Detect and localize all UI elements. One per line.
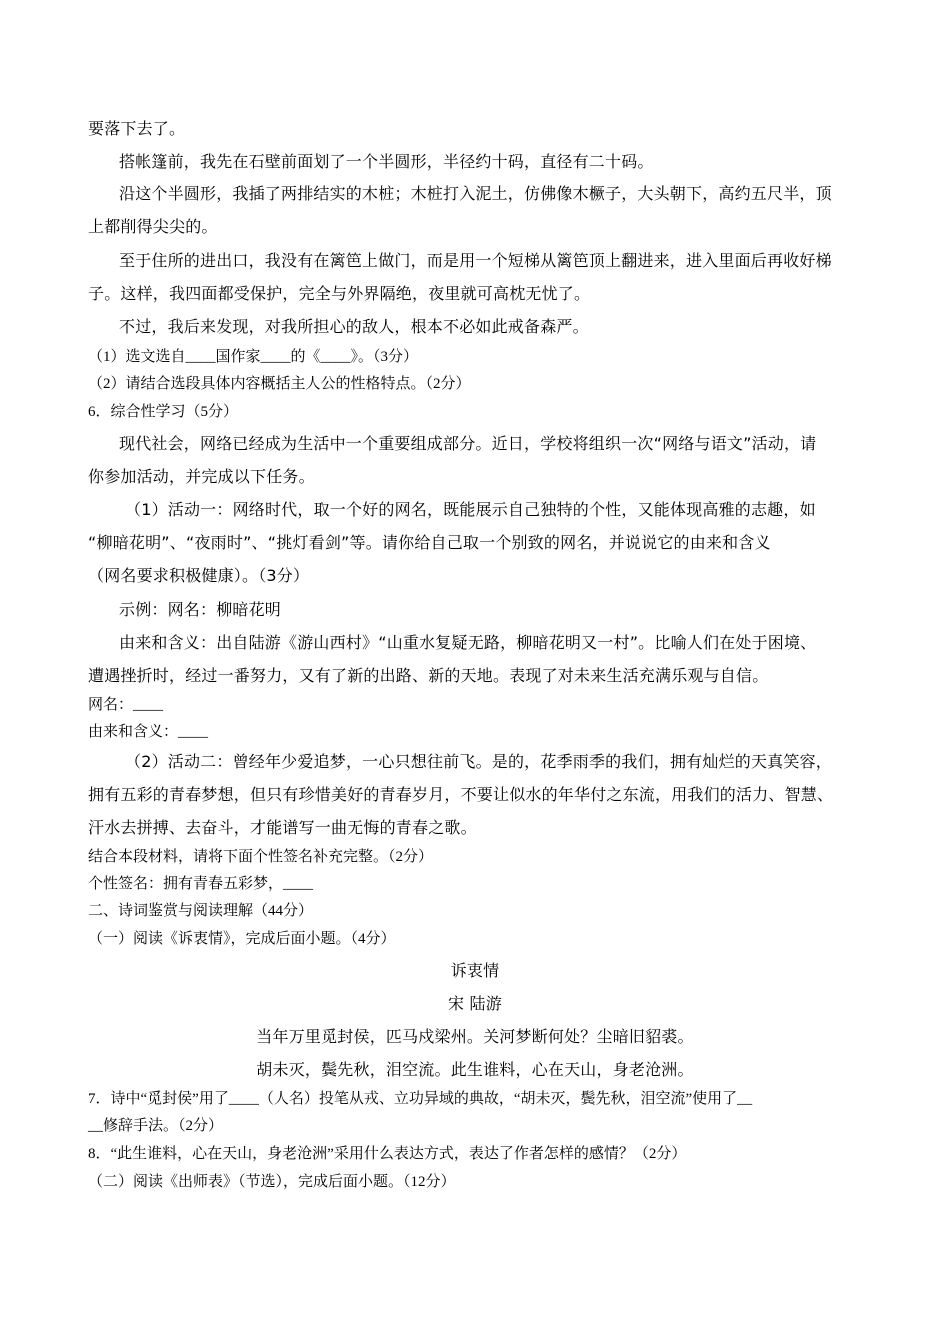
activity-one-cont: “柳暗花明”、“夜雨时”、“挑灯看剑”等。请你给自己取一个别致的网名，并说说它的由来和含义: [88, 533, 771, 552]
section-two-heading: 二、诗词鉴赏与阅读理解（44分）: [88, 903, 314, 919]
passage-paragraph: 不过，我后来发现，对我所担心的敌人，根本不必如此戒备森严。: [119, 317, 589, 336]
passage-line: 要落下去了。: [88, 119, 186, 138]
question-6-heading: 6．综合性学习（5分）: [88, 404, 239, 420]
activity-intro-cont: 你参加活动，并完成以下任务。: [88, 467, 315, 486]
poem-line: 胡未灭，鬓先秋，泪空流。此生谁料，心在天山，身老沧洲。: [256, 1060, 694, 1079]
poem-line: 当年万里觅封侯，匹马戍梁州。关河梦断何处？尘暗旧貂裘。: [256, 1027, 694, 1046]
activity-one: （1）活动一：网络时代，取一个好的网名，既能展示自己独特的个性，又能体现高雅的志趣，如: [125, 500, 816, 519]
question-7: 7．诗中“觅封侯”用了____（人名）投笔从戎、立功异域的典故，“胡未灭，鬓先秋，泪空流”使用了__: [88, 1091, 753, 1107]
poem-reading-heading: （一）阅读《诉衷情》，完成后面小题。（4分）: [88, 931, 396, 947]
signature-answer: 个性签名：拥有青春五彩梦，____: [88, 876, 314, 892]
passage-paragraph: 搭帐篷前，我先在石壁前面划了一个半圆形，半径约十码，直径有二十码。: [119, 152, 654, 171]
passage-paragraph: 沿这个半圆形，我插了两排结实的木桩；木桩打入泥土，仿佛像木橛子，大头朝下，高约五尺半，顶: [119, 184, 832, 203]
activity-one-cont: （网名要求积极健康）。（3分）: [88, 566, 310, 585]
question-5-1: （1）选文选自____国作家____的《____》。（3分）: [88, 349, 419, 365]
activity-two: （2）活动二：曾经年少爱追梦，一心只想往前飞。是的，花季雨季的我们，拥有灿烂的天真笑容，: [125, 752, 832, 771]
activity-two-cont: 汗水去拼搏、去奋斗，才能谱写一曲无悔的青春之歌。: [88, 818, 477, 837]
passage-line: 上都削得尖尖的。: [88, 217, 218, 236]
example-name: 示例：网名：柳暗花明: [119, 600, 282, 619]
question-7-cont: __修辞手法。（2分）: [88, 1118, 224, 1134]
passage-paragraph: 至于住所的进出口，我没有在篱笆上做门，而是用一个短梯从篱笆顶上翻进来，进入里面后再收好梯: [119, 251, 832, 270]
activity-two-cont: 拥有五彩的青春梦想，但只有珍惜美好的青春岁月，不要让似水的年华付之东流，用我们的活力、智慧、: [88, 785, 834, 804]
passage-line: 子。这样，我四面都受保护，完全与外界隔绝，夜里就可高枕无忧了。: [88, 284, 591, 303]
poem-title: 诉衷情: [450, 961, 500, 980]
example-origin-cont: 遭遇挫折时，经过一番努力，又有了新的出路、新的天地。表现了对未来生活充满乐观与自信。: [88, 666, 769, 685]
answer-net-name: 网名：____: [88, 697, 164, 713]
poem-author: 宋 陆游: [448, 994, 502, 1013]
activity-intro: 现代社会，网络已经成为生活中一个重要组成部分。近日，学校将组织一次“网络与语文”活动，请: [119, 434, 817, 453]
signature-instruction: 结合本段材料，请将下面个性签名补充完整。（2分）: [88, 849, 434, 865]
question-8: 8．“此生谁料，心在天山，身老沧洲”采用什么表达方式，表达了作者怎样的感情？（2分）: [88, 1146, 687, 1162]
example-origin: 由来和含义：出自陆游《游山西村》“山重水复疑无路，柳暗花明又一村”。比喻人们在处于困境、: [119, 633, 817, 652]
reading-two-heading: （二）阅读《出师表》（节选），完成后面小题。（12分）: [88, 1174, 456, 1190]
question-5-2: （2）请结合选段具体内容概括主人公的性格特点。（2分）: [88, 376, 471, 392]
answer-origin: 由来和含义：____: [88, 724, 209, 740]
